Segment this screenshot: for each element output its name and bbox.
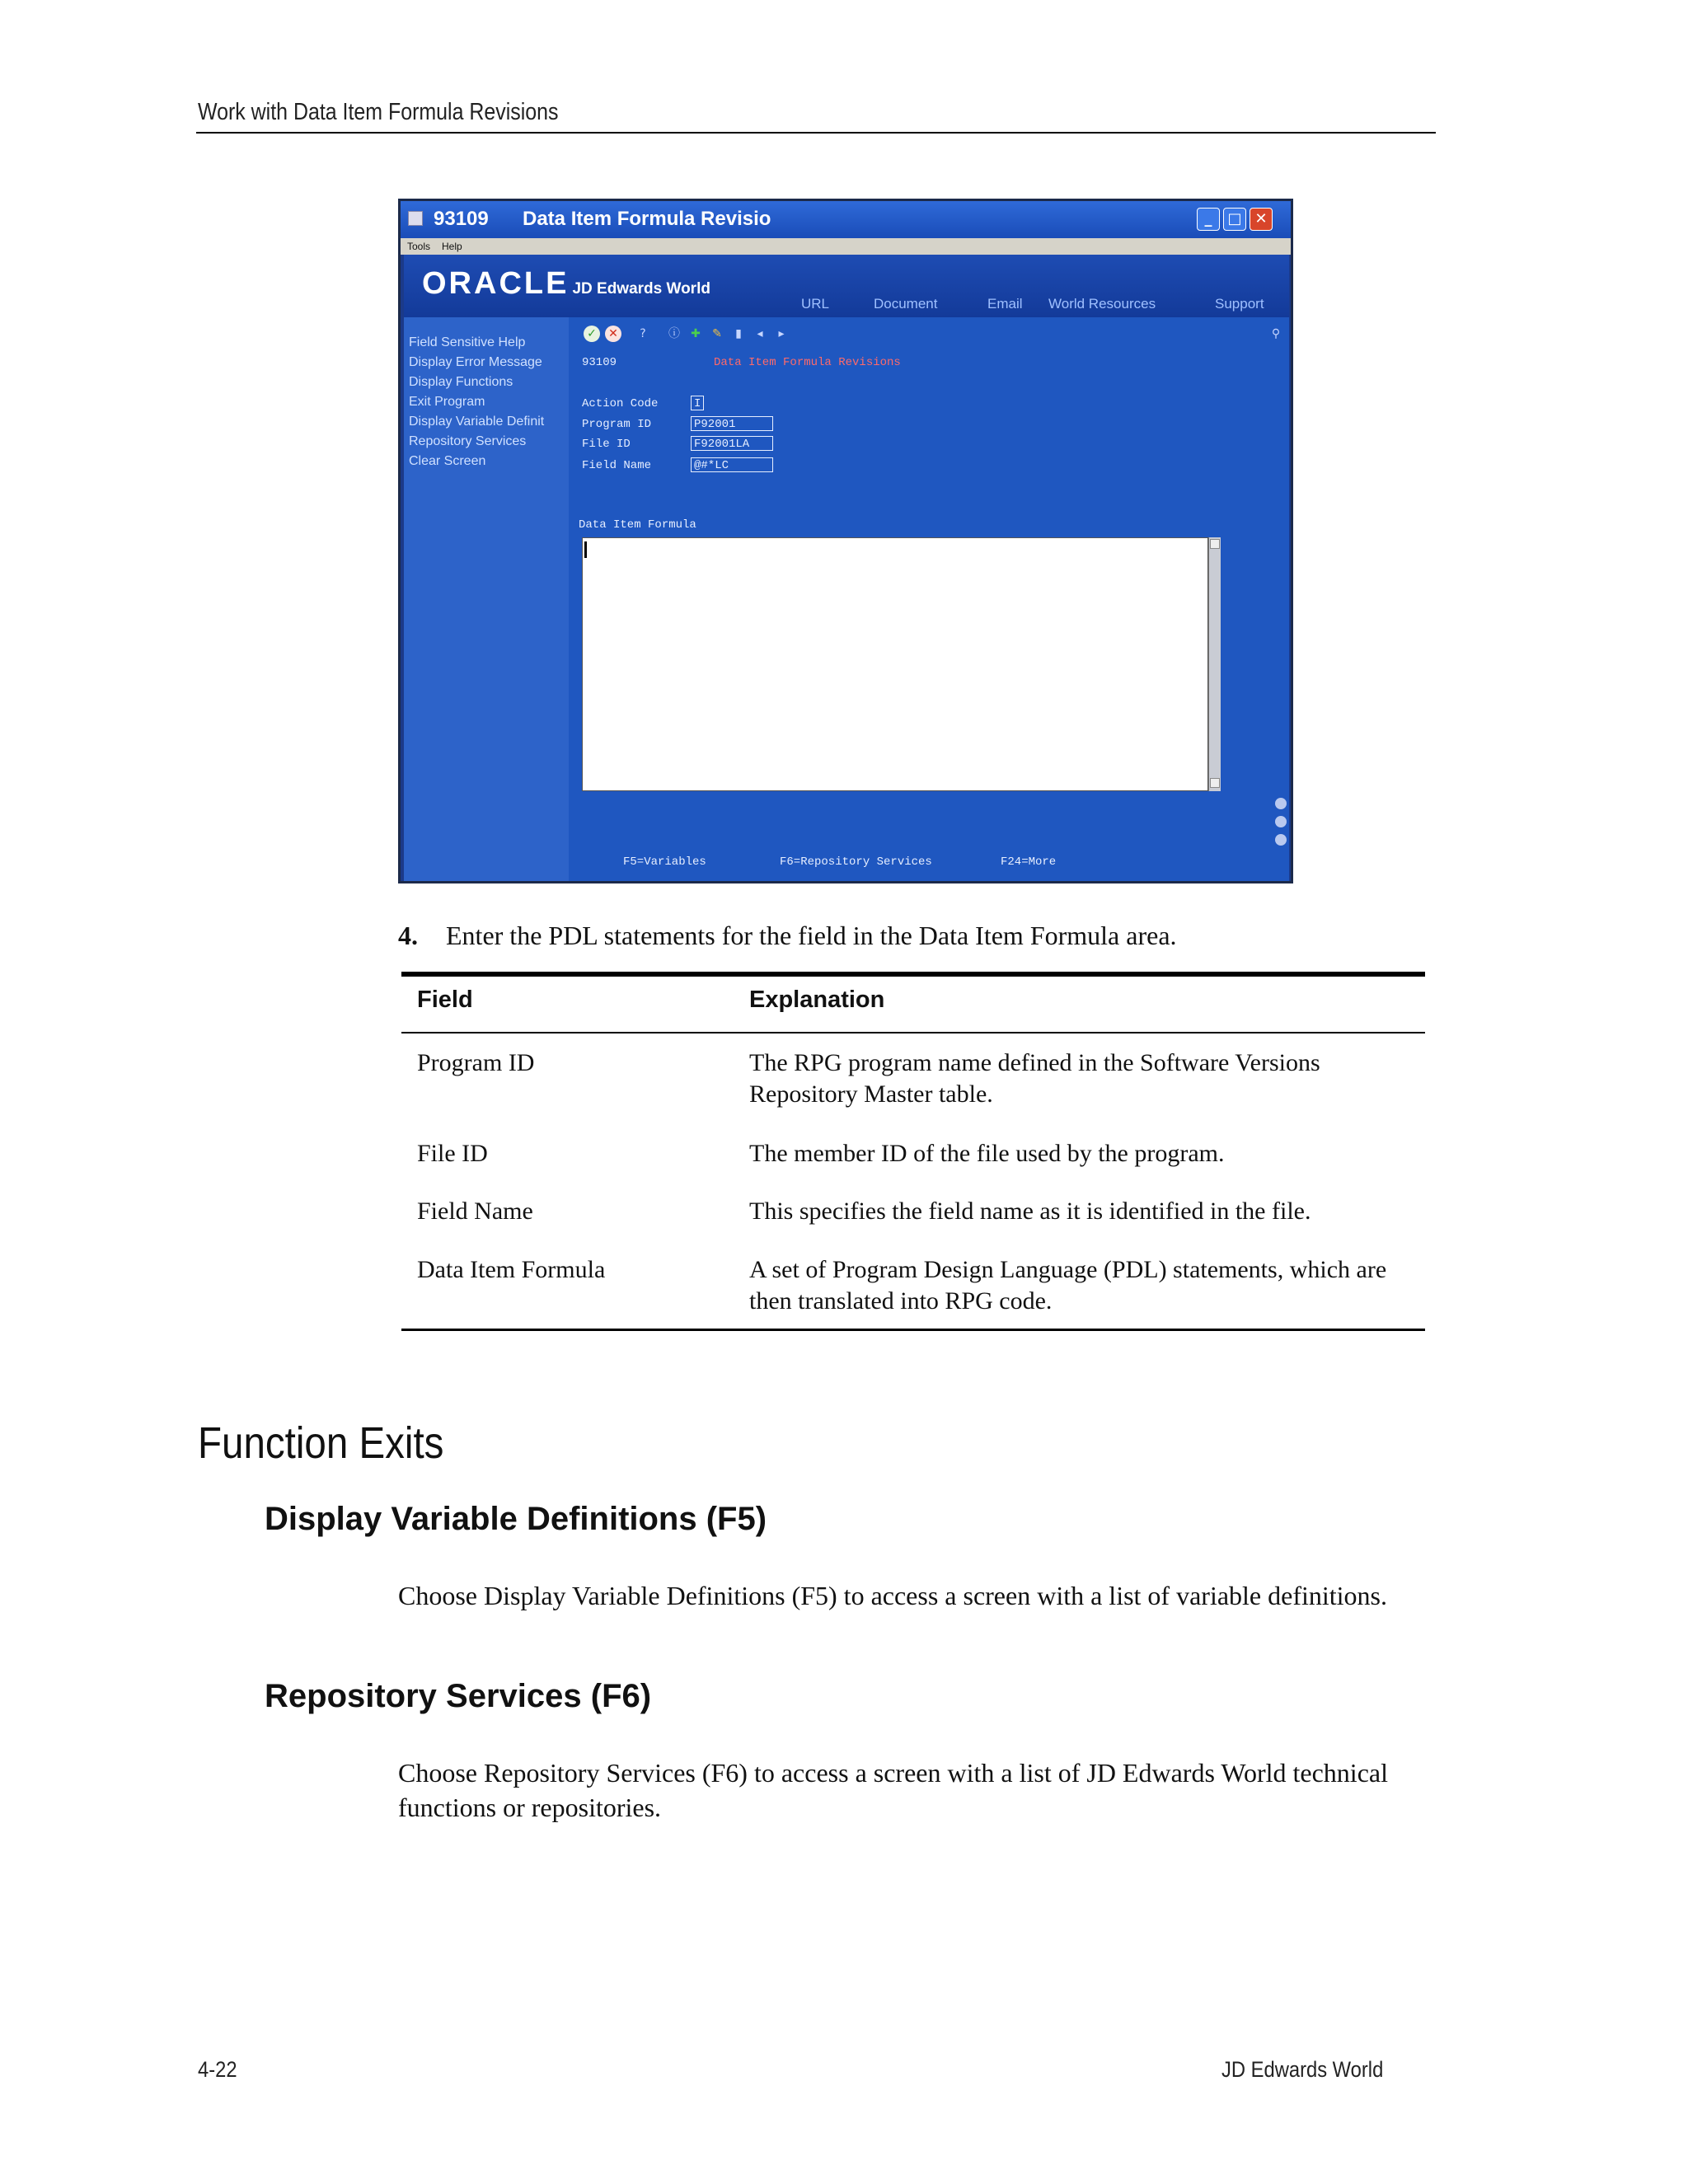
table-top-rule: [401, 972, 1425, 977]
help-icon[interactable]: ?: [640, 327, 646, 340]
window-title: Data Item Formula Revisio: [523, 208, 771, 230]
menu-display-variable-definitions[interactable]: Display Variable Definit: [409, 415, 545, 429]
menu-repository-services[interactable]: Repository Services: [409, 434, 527, 448]
subsection-title-f5: Display Variable Definitions (F5): [265, 1501, 767, 1537]
link-support[interactable]: Support: [1215, 296, 1264, 312]
table-row-explanation: The RPG program name defined in the Software Versions Repository Master table.: [749, 1049, 1320, 1108]
file-id-label: File ID: [582, 438, 631, 451]
oracle-banner: [404, 255, 1289, 317]
running-header: Work with Data Item Formula Revisions: [198, 99, 559, 125]
next-icon[interactable]: ▸: [778, 327, 785, 340]
subsection-title-f6: Repository Services (F6): [265, 1678, 652, 1714]
file-id-field[interactable]: F92001LA: [691, 436, 773, 451]
link-email[interactable]: Email: [987, 296, 1023, 312]
table-row-explanation: The member ID of the file used by the program.: [749, 1140, 1225, 1167]
menu-clear-screen[interactable]: Clear Screen: [409, 454, 486, 468]
table-row-explanation: A set of Program Design Language (PDL) statements, which are then translated into RPG code.: [749, 1256, 1387, 1315]
program-id-field[interactable]: P92001: [691, 416, 773, 431]
table-header-explanation: Explanation: [749, 987, 885, 1013]
table-row-field: File ID: [417, 1140, 488, 1167]
delete-icon[interactable]: ▮: [735, 327, 742, 340]
field-name-label: Field Name: [582, 459, 652, 472]
link-url[interactable]: URL: [801, 296, 830, 312]
menu-display-functions[interactable]: Display Functions: [409, 375, 513, 389]
menu-field-sensitive-help[interactable]: Field Sensitive Help: [409, 335, 526, 349]
search-icon[interactable]: ⚲: [1271, 327, 1281, 340]
table-row-field: Program ID: [417, 1049, 535, 1076]
link-document[interactable]: Document: [874, 296, 938, 312]
fkey-repository-services[interactable]: F6=Repository Services: [780, 855, 932, 869]
window-titlebar: [401, 201, 1291, 238]
link-world-resources[interactable]: World Resources: [1048, 296, 1156, 312]
formula-label: Data Item Formula: [579, 518, 696, 532]
menu-bar: [401, 238, 1291, 255]
fkey-more[interactable]: F24=More: [1001, 855, 1057, 869]
footer-product: JD Edwards World: [1221, 2057, 1384, 2082]
menu-help[interactable]: Help: [442, 241, 462, 252]
minimize-button[interactable]: [1197, 208, 1220, 231]
function-menu: [404, 317, 569, 881]
brand-logo: [422, 266, 710, 302]
subsection-text-f6: Choose Repository Services (F6) to access a screen with a list of JD Edwards World technical functions or repositories.: [398, 1758, 1388, 1822]
prev-icon[interactable]: ◂: [757, 327, 763, 340]
check-icon[interactable]: ✓: [584, 326, 600, 342]
close-button[interactable]: [1250, 208, 1273, 231]
table-header-rule: [401, 1032, 1425, 1033]
screen-title: Data Item Formula Revisions: [714, 356, 901, 369]
close-icon: ✕: [1254, 210, 1268, 227]
app-icon: [408, 211, 423, 226]
screen-id: 93109: [582, 356, 617, 369]
action-code-label: Action Code: [582, 397, 659, 410]
field-name-field[interactable]: @#*LC: [691, 457, 773, 472]
screenshot-window: [398, 199, 1293, 883]
step-4: [398, 921, 1177, 951]
menu-tools[interactable]: Tools: [407, 241, 431, 252]
table-bottom-rule: [401, 1329, 1425, 1331]
cancel-icon[interactable]: ✕: [605, 326, 621, 342]
step-text: Enter the PDL statements for the field in the Data Item Formula area.: [446, 921, 1177, 950]
add-icon[interactable]: ✚: [691, 327, 701, 340]
section-title: Function Exits: [198, 1418, 444, 1468]
fkey-variables[interactable]: F5=Variables: [623, 855, 706, 869]
header-rule: [196, 132, 1436, 134]
table-row-field: Field Name: [417, 1197, 533, 1225]
table-row-explanation: This specifies the field name as it is identified in the file.: [749, 1197, 1311, 1225]
subsection-text-f5: Choose Display Variable Definitions (F5) to access a screen with a list of variable definitions.: [398, 1581, 1387, 1610]
window-number: 93109: [434, 208, 489, 230]
table-header-field: Field: [417, 987, 473, 1013]
menu-exit-program[interactable]: Exit Program: [409, 395, 485, 409]
table-row-field: Data Item Formula: [417, 1256, 606, 1283]
product-wordmark: JD Edwards World: [572, 280, 710, 298]
maximize-button[interactable]: [1223, 208, 1246, 231]
oracle-wordmark: ORACLE: [422, 266, 570, 301]
function-key-bar: [569, 317, 1289, 881]
step-number: 4.: [398, 921, 418, 950]
minimize-icon: _: [1204, 210, 1212, 227]
program-id-label: Program ID: [582, 418, 652, 431]
edit-icon[interactable]: ✎: [712, 327, 722, 340]
info-icon[interactable]: ⓘ: [668, 327, 680, 340]
maximize-icon: □: [1227, 210, 1242, 227]
menu-display-error-message[interactable]: Display Error Message: [409, 355, 542, 369]
page-number: 4-22: [198, 2057, 237, 2082]
action-code-field[interactable]: I: [691, 396, 704, 410]
